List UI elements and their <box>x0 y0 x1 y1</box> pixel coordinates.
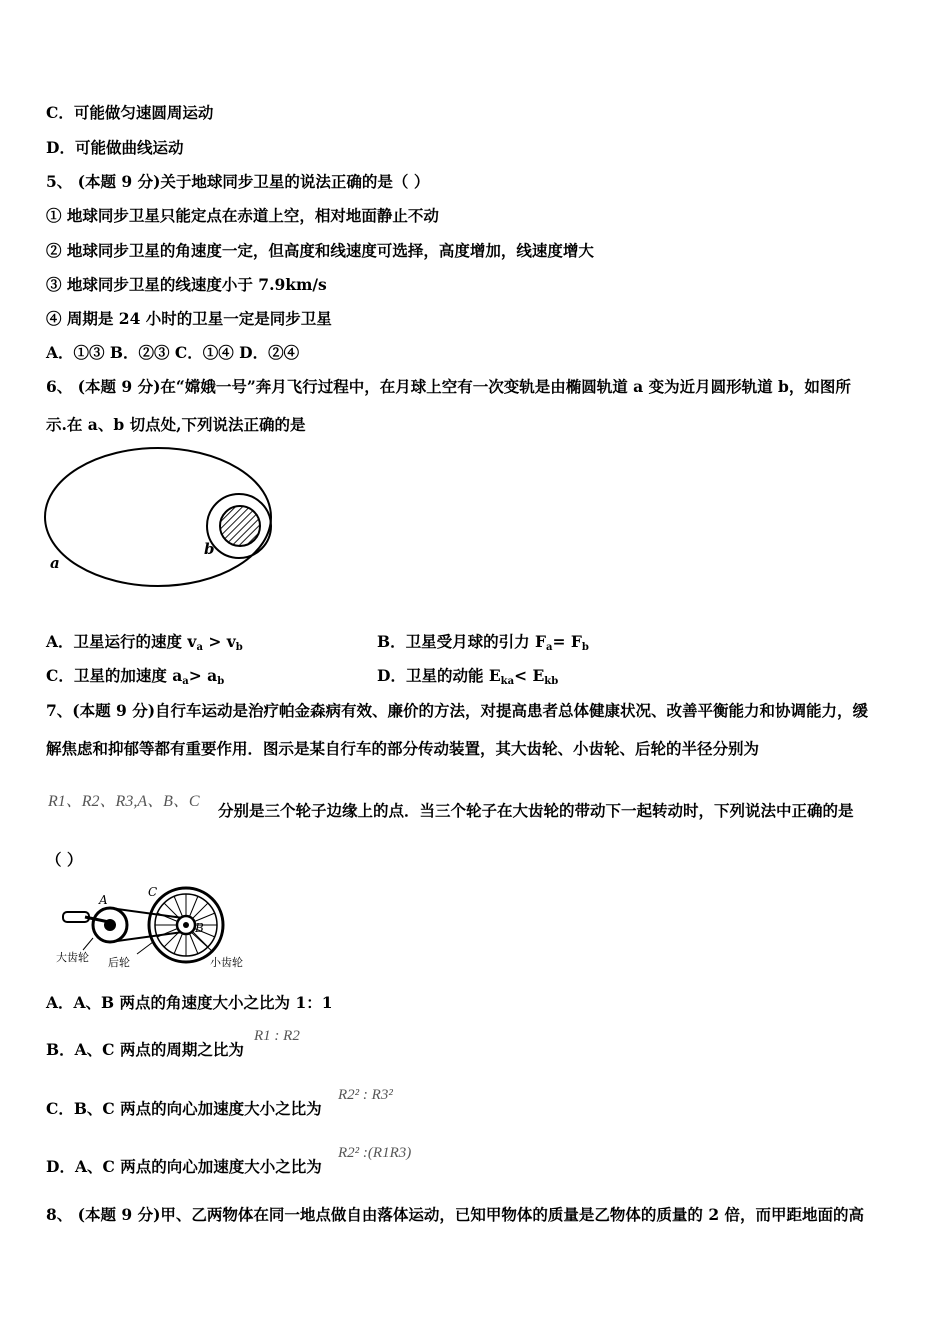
orbit-b-label: b <box>204 540 215 558</box>
moon <box>220 506 260 546</box>
rear-wheel-label: 后轮 <box>108 956 130 969</box>
q7-math-symbols: R1、R2、R3,A、B、C <box>48 793 200 810</box>
q7-stem-line4: （ ） <box>46 850 83 869</box>
q6-option-b: B．卫星受月球的引力 $F_a= F_b$ <box>377 632 589 653</box>
q7-stem-line3: 分别是三个轮子边缘上的点．当三个轮子在大齿轮的带动下一起转动时，下列说法中正确的是 <box>218 801 854 820</box>
q5-statement-4: ④ 周期是 24 小时的卫星一定是同步卫星 <box>46 309 332 328</box>
big-gear-label: 大齿轮 <box>56 951 89 964</box>
q6-option-d: D．卫星的动能 $E_{ka}< E_{kb}$ <box>377 666 559 687</box>
q6-option-c: C．卫星的加速度 $a_a> a_b$ <box>46 666 225 687</box>
q5-options: A．①③ B．②③ C．①④ D．②④ <box>46 343 300 362</box>
q8-stem-line1: 8、 (本题 9 分)甲、乙两物体在同一地点做自由落体运动，已知甲物体的质量是乙物体的质量的 2 倍，而甲距地面的高 <box>46 1205 865 1224</box>
q7-option-d-math: R2² :(R1R3) <box>338 1145 412 1161</box>
q6-stem-line2: 示.在 a、b 切点处,下列说法正确的是 <box>46 415 306 434</box>
q4-option-d: D．可能做曲线运动 <box>46 138 184 157</box>
q7-option-a: A．A、B 两点的角速度大小之比为 1：1 <box>46 993 333 1012</box>
q6-stem-line1: 6、 (本题 9 分)在“嫦娥一号”奔月飞行过程中，在月球上空有一次变轨是由椭圆轨道 a 变为近月圆形轨道 b，如图所 <box>46 377 851 396</box>
q7-option-b: B．A、C 两点的周期之比为 <box>46 1040 244 1059</box>
q5-statement-3: ③ 地球同步卫星的线速度小于 7.9km/s <box>46 275 327 294</box>
q7-option-d: D．A、C 两点的向心加速度大小之比为 <box>46 1157 322 1176</box>
small-gear-label: 小齿轮 <box>210 956 243 969</box>
orbit-a-label: a <box>50 554 60 572</box>
q4-option-c: C．可能做匀速圆周运动 <box>46 103 214 122</box>
q7-stem-line2: 解焦虑和抑郁等都有重要作用．图示是某自行车的部分传动装置，其大齿轮、小齿轮、后轮的半径分别为 <box>46 739 760 758</box>
orbit-figure <box>40 440 285 590</box>
point-b-label: B <box>195 921 204 935</box>
q6-option-a: A．卫星运行的速度 $v_a > v_b$ <box>46 632 243 653</box>
q5-stem: 5、 (本题 9 分)关于地球同步卫星的说法正确的是（ ） <box>46 172 430 191</box>
q5-statement-2: ② 地球同步卫星的角速度一定，但高度和线速度可选择，高度增加，线速度增大 <box>46 241 594 260</box>
bicycle-gear-figure <box>55 880 260 972</box>
q7-stem-line1: 7、(本题 9 分)自行车运动是治疗帕金森病有效、廉价的方法，对提高患者总体健康状况、改善平衡能力和协调能力，缓 <box>46 701 869 720</box>
point-c-label: C <box>148 885 158 899</box>
q7-option-b-math: R1 : R2 <box>254 1028 300 1044</box>
q7-option-c: C．B、C 两点的向心加速度大小之比为 <box>46 1099 322 1118</box>
q5-statement-1: ① 地球同步卫星只能定点在赤道上空，相对地面静止不动 <box>46 206 439 225</box>
point-a-label: A <box>99 893 108 907</box>
q7-option-c-math: R2² : R3² <box>338 1087 393 1103</box>
